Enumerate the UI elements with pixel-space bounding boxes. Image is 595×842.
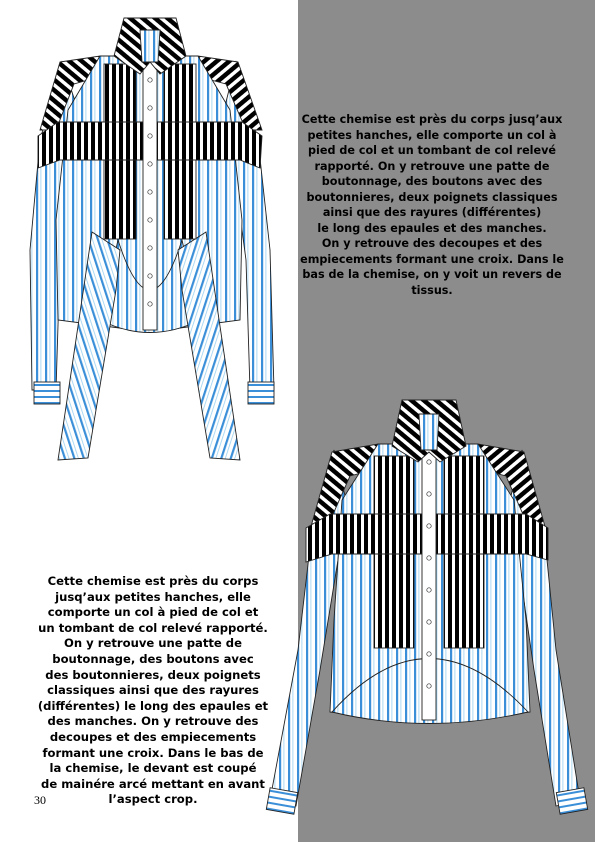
top-left-cuff [34,382,60,404]
bottom-right-cuff [556,788,587,815]
top-placket [143,60,157,330]
bottom-description: Cette chemise est près du corps jusq’aux petites hanches, elle comporte un col à pied de col et un tombant de col relevé rapporté. On y retrouve une patte de boutonnage, des boutons avec des boutonnieres, deux poignets classiques ainsi que des rayures (différentes) le long des epaules et des manches. On y retrouve des decoupes et des empiecements formant une croix. Dans le bas de la chemise, le devant est coupé de mainére arcé mettant en avant l’aspect crop. [37,574,269,807]
bottom-placket [422,440,436,720]
top-description: Cette chemise est près du corps jusq’aux petites hanches, elle comporte un col à pied de col et un tombant de col relevé rapporté. On y retrouve une patte de boutonnage, des boutons avec des boutonnieres, deux poignets classiques ainsi que des rayures (différentes) le long des epaules et des manches. On y retrouve des decoupes et des empiecements formant une croix. Dans le bas de la chemise, on y voit un revers de tissus. [300,113,564,297]
top-shirt [30,18,274,460]
bottom-shirt [266,400,587,814]
page-number: 30 [34,793,46,807]
top-right-cuff [248,382,274,404]
